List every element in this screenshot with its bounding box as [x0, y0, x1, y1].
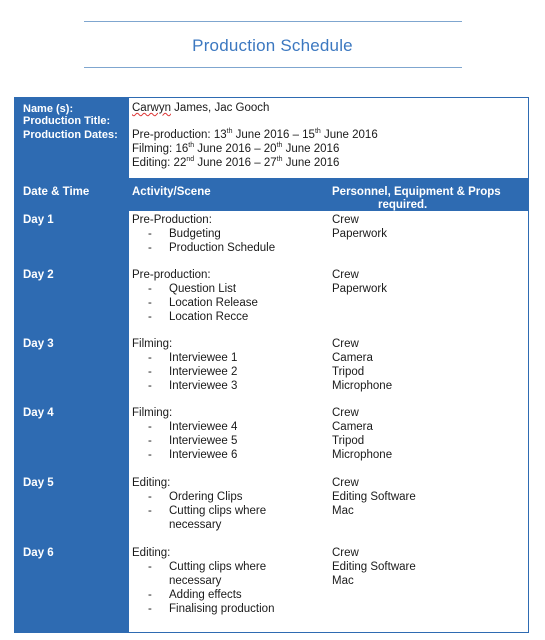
personnel-item: Camera	[332, 421, 373, 433]
personnel-item: Microphone	[332, 449, 393, 461]
activity-cell	[132, 337, 237, 393]
personnel-item: Mac	[332, 575, 354, 587]
names-value	[132, 101, 269, 115]
personnel-cell	[332, 476, 416, 518]
filming-dates: Filming: 16th June 2016 – 20th June 2016	[132, 142, 340, 155]
activity-item: - Interviewee 6	[148, 448, 237, 462]
day-label: Day 6	[23, 547, 54, 559]
editing-dates: Editing: 22nd June 2016 – 27th June 2016	[132, 156, 340, 169]
activity-cell	[132, 406, 237, 462]
personnel-item: Crew	[332, 338, 359, 350]
day-label: Day 1	[23, 214, 54, 226]
preproduction-dates: Pre-production: 13th June 2016 – 15th June 2016	[132, 128, 378, 141]
activity-item: - Interviewee 4	[148, 420, 237, 434]
personnel-item: Crew	[332, 547, 359, 559]
personnel-item: Crew	[332, 214, 359, 226]
activity-item: - Ordering Clips	[148, 490, 266, 504]
activity-title: Filming:	[132, 338, 173, 350]
activity-item: - Interviewee 3	[148, 379, 237, 393]
personnel-item: Editing Software	[332, 561, 416, 573]
bottom-rule	[84, 67, 462, 68]
activity-item: - Location Recce	[148, 310, 258, 324]
personnel-cell	[332, 268, 387, 296]
production-title-label: Production Title:	[23, 115, 111, 127]
activity-title: Editing:	[132, 547, 171, 559]
day-label: Day 4	[23, 407, 54, 419]
personnel-item: Paperwork	[332, 228, 387, 240]
name-label: Name (s):	[23, 103, 74, 115]
schedule-table	[14, 97, 529, 633]
activity-item: - Production Schedule	[148, 241, 275, 255]
name-first: Carwyn	[132, 102, 171, 114]
day-label: Day 5	[23, 477, 54, 489]
activity-cell	[132, 268, 258, 324]
production-dates-label: Production Dates:	[23, 129, 118, 141]
activity-item: - Finalising production	[148, 602, 274, 616]
activity-item: - Interviewee 5	[148, 434, 237, 448]
activity-item: - Adding effects	[148, 588, 274, 602]
personnel-cell	[332, 546, 416, 588]
personnel-item: Tripod	[332, 366, 365, 378]
personnel-item: Camera	[332, 352, 373, 364]
activity-title: Editing:	[132, 477, 171, 489]
activity-item: - Cutting clips where necessary	[148, 504, 266, 532]
personnel-cell	[332, 406, 392, 462]
page-title: Production Schedule	[192, 36, 353, 55]
personnel-item: Crew	[332, 477, 359, 489]
personnel-item: Crew	[332, 269, 359, 281]
activity-item: - Location Release	[148, 296, 258, 310]
activity-title: Pre-Production:	[132, 214, 212, 226]
header-date-time: Date & Time	[23, 186, 90, 198]
day-label: Day 2	[23, 269, 54, 281]
personnel-item: Microphone	[332, 380, 393, 392]
activity-item: - Budgeting	[148, 227, 275, 241]
personnel-item: Tripod	[332, 435, 365, 447]
activity-title: Filming:	[132, 407, 173, 419]
activity-item: - Interviewee 1	[148, 351, 237, 365]
personnel-item: Crew	[332, 407, 359, 419]
activity-cell	[132, 476, 266, 532]
personnel-item: Mac	[332, 505, 354, 517]
activity-cell	[132, 213, 275, 255]
personnel-cell	[332, 337, 392, 393]
day-label: Day 3	[23, 338, 54, 350]
activity-title: Pre-production:	[132, 269, 211, 281]
personnel-cell	[332, 213, 387, 241]
personnel-item: Paperwork	[332, 283, 387, 295]
activity-item: - Interviewee 2	[148, 365, 237, 379]
activity-item: - Question List	[148, 282, 258, 296]
activity-cell	[132, 546, 274, 616]
top-rule	[84, 21, 462, 22]
personnel-item: Editing Software	[332, 491, 416, 503]
name-rest: James, Jac Gooch	[170, 102, 270, 114]
header-activity: Activity/Scene	[132, 186, 211, 198]
header-personnel: Personnel, Equipment & Props required.	[332, 186, 501, 211]
activity-item: - Cutting clips where necessary	[148, 560, 274, 588]
